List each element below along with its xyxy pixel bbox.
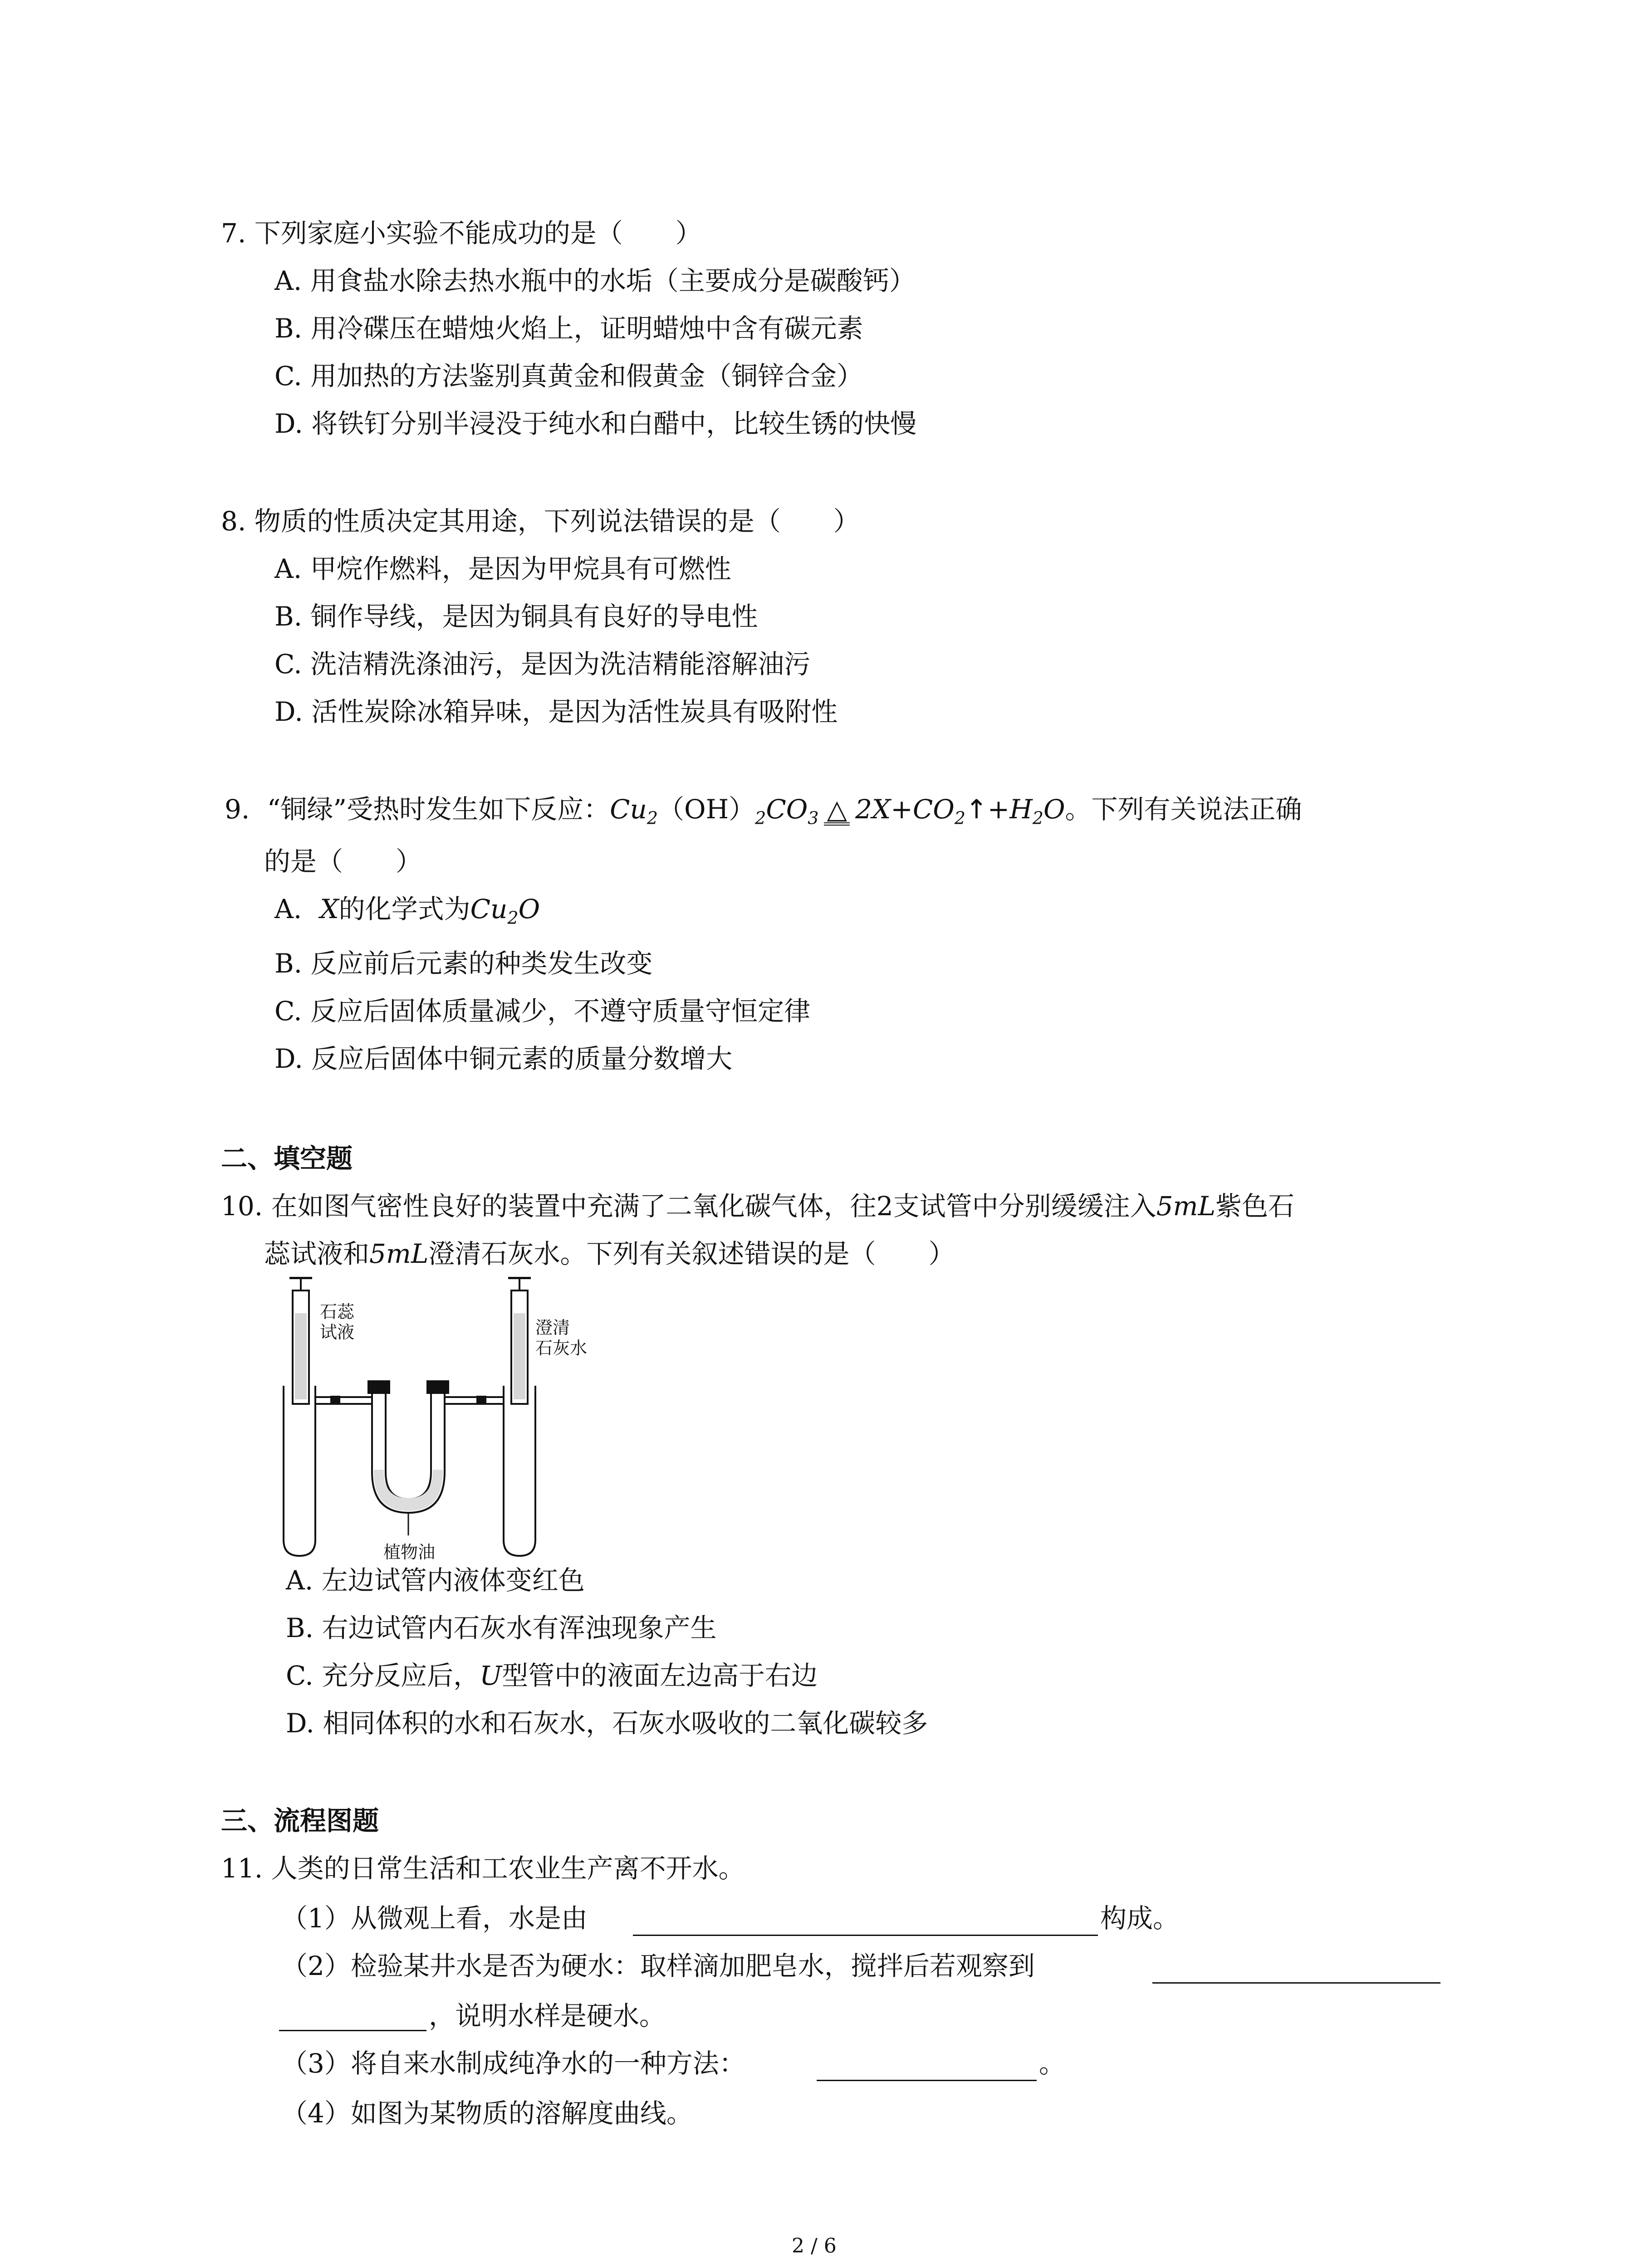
q10-option-d: D. 相同体积的水和石灰水，石灰水吸收的二氧化碳较多 bbox=[286, 1708, 928, 1739]
q10-stem-line1: 10. 在如图气密性良好的装置中充满了二氧化碳气体，往2支试管中分别缓缓注入5mL紫色石 bbox=[221, 1191, 1295, 1222]
q8-option-a: A. 甲烷作燃料，是因为甲烷具有可燃性 bbox=[274, 553, 731, 584]
q7-option-a: A. 用食盐水除去热水瓶中的水垢（主要成分是碳酸钙） bbox=[274, 265, 916, 296]
label-litmus-1: 石蕊 bbox=[320, 1302, 355, 1322]
q7-stem: 7. 下列家庭小实验不能成功的是（ ） bbox=[221, 218, 702, 249]
gas-arrow-icon: ↑ bbox=[965, 794, 988, 825]
q11-part2-answer-blank-line1[interactable] bbox=[1152, 1982, 1440, 1984]
q11-part1-suffix: 构成。 bbox=[1100, 1903, 1180, 1934]
q9-number: 9. bbox=[225, 794, 250, 825]
left-stopper bbox=[367, 1380, 390, 1394]
label-litmus-2: 试液 bbox=[320, 1322, 355, 1342]
co2-u-tube-apparatus-diagram bbox=[277, 1277, 626, 1567]
q11-part1-prefix: （1）从微观上看，水是由 bbox=[281, 1903, 588, 1934]
heat-condition-symbol: △ bbox=[824, 796, 850, 826]
page-number: 2 / 6 bbox=[792, 2234, 837, 2258]
q11-part2-suffix: ，说明水样是硬水。 bbox=[429, 2000, 666, 2031]
q9-stem-line2: 的是（ ） bbox=[264, 846, 422, 877]
q7-option-b: B. 用冷碟压在蜡烛火焰上，证明蜡烛中含有碳元素 bbox=[274, 313, 863, 344]
q11-stem: 11. 人类的日常生活和工农业生产离不开水。 bbox=[221, 1853, 745, 1884]
q8-stem: 8. 物质的性质决定其用途，下列说法错误的是（ ） bbox=[221, 506, 860, 537]
q11-part2-prefix: （2）检验某井水是否为硬水：取样滴加肥皂水，搅拌后若观察到 bbox=[281, 1950, 1035, 1981]
q9-option-d: D. 反应后固体中铜元素的质量分数增大 bbox=[274, 1043, 733, 1074]
right-test-tube bbox=[504, 1386, 535, 1556]
section-heading-fill-blank: 二、填空题 bbox=[221, 1143, 353, 1174]
section-heading-flowchart: 三、流程图题 bbox=[221, 1805, 379, 1836]
q10-option-b: B. 右边试管内石灰水有浑浊现象产生 bbox=[286, 1613, 717, 1643]
q9-formula: $Cu_2(OH)_2CO_3$ bbox=[610, 794, 819, 828]
label-limewater-1: 澄清 bbox=[535, 1318, 570, 1338]
q8-option-b: B. 铜作导线，是因为铜具有良好的导电性 bbox=[274, 601, 758, 632]
q11-part3-prefix: （3）将自来水制成纯净水的一种方法： bbox=[281, 2048, 745, 2079]
q9-formula-products: $2X+CO_2↑+H_2O$ bbox=[855, 794, 1065, 828]
q11-part3-suffix: 。 bbox=[1039, 2048, 1066, 2079]
q11-part4: （4）如图为某物质的溶解度曲线。 bbox=[281, 2098, 693, 2129]
q9-option-c: C. 反应后固体质量减少，不遵守质量守恒定律 bbox=[274, 996, 811, 1026]
left-test-tube bbox=[284, 1386, 315, 1556]
q11-part2-answer-blank-line2[interactable] bbox=[279, 2030, 426, 2031]
q7-option-d: D. 将铁钉分别半浸没于纯水和白醋中，比较生锈的快慢 bbox=[274, 408, 917, 439]
q9-option-b: B. 反应前后元素的种类发生改变 bbox=[274, 948, 653, 979]
q9-option-a: A. X的化学式为$Cu_2O$ bbox=[274, 894, 540, 928]
q9-stem-line1 bbox=[225, 796, 1302, 827]
q9-stem-intro: “铜绿”受热时发生如下反应： bbox=[267, 794, 610, 825]
q10-option-c: C. 充分反应后，U型管中的液面左边高于右边 bbox=[286, 1660, 818, 1691]
q7-option-c: C. 用加热的方法鉴别真黄金和假黄金（铜锌合金） bbox=[274, 361, 863, 391]
label-vegetable-oil: 植物油 bbox=[383, 1542, 436, 1562]
q10-stem-line2: 蕊试液和5mL澄清石灰水。下列有关叙述错误的是（ ） bbox=[264, 1238, 955, 1269]
q8-option-d: D. 活性炭除冰箱异味，是因为活性炭具有吸附性 bbox=[274, 696, 838, 727]
label-limewater-2: 石灰水 bbox=[535, 1338, 588, 1358]
right-stopper bbox=[426, 1380, 449, 1394]
q11-part3-answer-blank[interactable] bbox=[817, 2080, 1037, 2081]
q9-stem-end: 。下列有关说法正确 bbox=[1065, 794, 1302, 825]
q11-part1-answer-blank[interactable] bbox=[633, 1935, 1098, 1936]
q10-option-a: A. 左边试管内液体变红色 bbox=[286, 1565, 585, 1596]
q8-option-c: C. 洗洁精洗涤油污，是因为洗洁精能溶解油污 bbox=[274, 649, 811, 679]
